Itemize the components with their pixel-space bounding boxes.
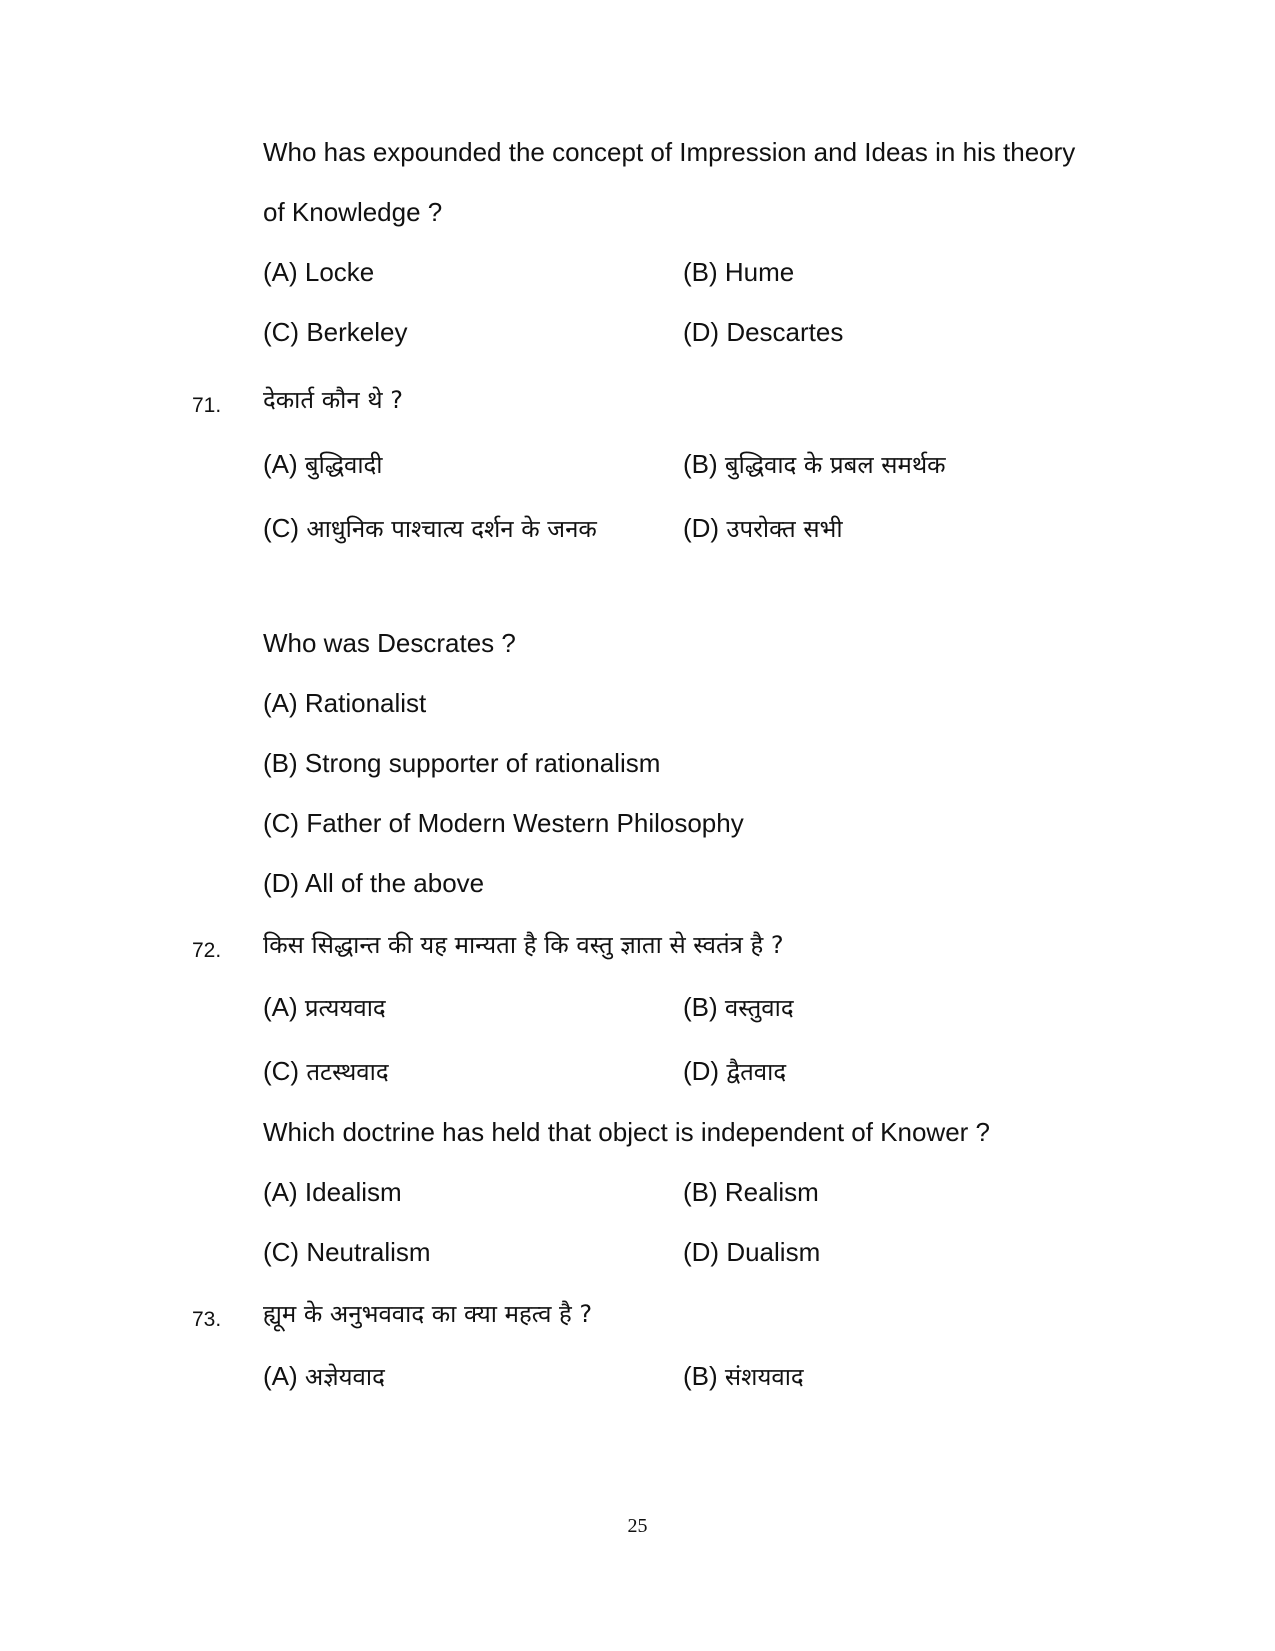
option-label: (C) xyxy=(263,1056,300,1086)
option-label: (D) xyxy=(683,513,720,543)
option-text: प्रत्ययवाद xyxy=(304,994,386,1022)
option-label: (C) xyxy=(263,513,300,543)
q70-option-c: (C) Berkeley xyxy=(263,317,408,347)
q71-hindi-option-b xyxy=(683,448,946,481)
q71-hindi-question: देकार्त कौन थे ? xyxy=(263,386,404,414)
q71-option-a: (A) Rationalist xyxy=(263,688,427,718)
q71-hindi-option-d xyxy=(683,512,843,545)
q71-option-b: (B) Strong supporter of rationalism xyxy=(263,748,661,778)
q71-number: 71. xyxy=(192,394,222,417)
q71-option-d: (D) All of the above xyxy=(263,868,485,898)
option-text: उपरोक्त सभी xyxy=(726,515,843,543)
option-label: (A) xyxy=(263,992,298,1022)
option-label: (D) xyxy=(683,1056,720,1086)
q72-option-b: (B) Realism xyxy=(683,1177,819,1207)
q71-english-question: Who was Descrates ? xyxy=(263,628,516,658)
option-text: तटस्थवाद xyxy=(306,1058,389,1086)
option-text: बुद्धिवादी xyxy=(304,451,383,479)
option-label: (A) xyxy=(263,1361,298,1391)
page-number: 25 xyxy=(627,1515,648,1537)
option-text: वस्तुवाद xyxy=(724,994,794,1022)
q73-hindi-question: ह्यूम के अनुभववाद का क्या महत्व है ? xyxy=(263,1300,593,1328)
option-text: आधुनिक पाश्चात्य दर्शन के जनक xyxy=(306,515,597,543)
q72-number: 72. xyxy=(192,939,222,962)
option-text: बुद्धिवाद के प्रबल समर्थक xyxy=(724,451,946,479)
q71-option-c: (C) Father of Modern Western Philosophy xyxy=(263,808,744,838)
q71-hindi-option-a xyxy=(263,448,383,481)
q73-hindi-option-b xyxy=(683,1360,804,1393)
q73-hindi-option-a xyxy=(263,1360,385,1393)
q72-hindi-question: किस सिद्धान्त की यह मान्यता है कि वस्तु ज्ञाता से स्वतंत्र है ? xyxy=(263,931,784,959)
q70-option-d: (D) Descartes xyxy=(683,317,844,347)
q73-number: 73. xyxy=(192,1308,222,1331)
option-text: द्वैतवाद xyxy=(726,1058,787,1086)
q72-hindi-option-a xyxy=(263,991,386,1024)
option-label: (B) xyxy=(683,1361,718,1391)
option-text: अज्ञेयवाद xyxy=(304,1363,385,1391)
option-label: (B) xyxy=(683,992,718,1022)
q71-hindi-option-c xyxy=(263,512,597,545)
q72-option-d: (D) Dualism xyxy=(683,1237,821,1267)
q72-hindi-option-c xyxy=(263,1055,389,1088)
q72-english-question: Which doctrine has held that object is independent of Knower ? xyxy=(263,1117,991,1147)
q72-option-a: (A) Idealism xyxy=(263,1177,402,1207)
q70-option-b: (B) Hume xyxy=(683,257,795,287)
q70-english-question-line2: of Knowledge ? xyxy=(263,197,443,227)
q72-hindi-option-d xyxy=(683,1055,786,1088)
option-label: (B) xyxy=(683,449,718,479)
q72-hindi-option-b xyxy=(683,991,794,1024)
q70-option-a: (A) Locke xyxy=(263,257,375,287)
option-text: संशयवाद xyxy=(724,1363,804,1391)
q70-english-question-line1: Who has expounded the concept of Impression and Ideas in his theory xyxy=(263,137,1076,167)
option-label: (A) xyxy=(263,449,298,479)
q72-option-c: (C) Neutralism xyxy=(263,1237,431,1267)
